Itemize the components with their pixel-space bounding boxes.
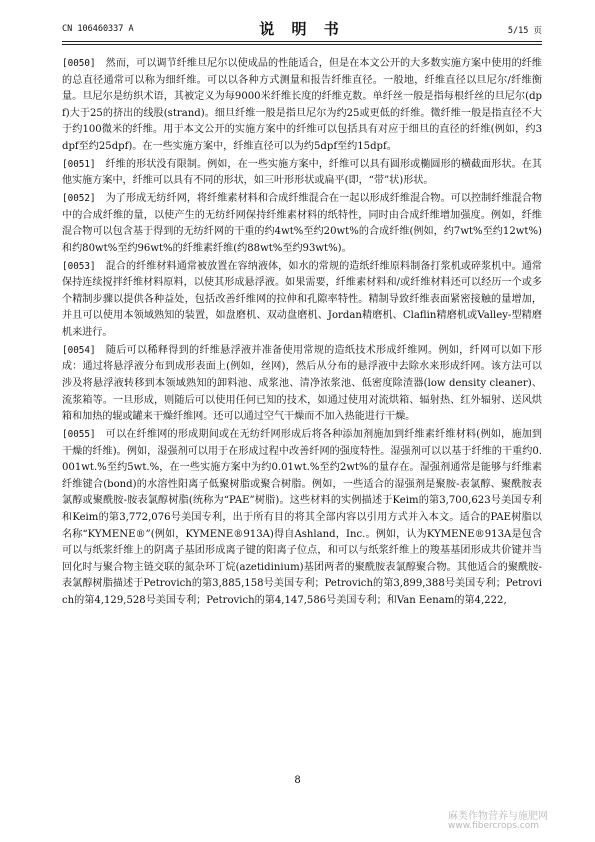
paragraph-0052 — [62, 191, 542, 257]
paragraph-0051 — [62, 157, 542, 190]
page-header — [62, 18, 542, 42]
paragraph-0055 — [62, 427, 542, 610]
paragraph-number: [0050] — [62, 58, 96, 69]
page-number: 8 — [294, 775, 301, 786]
header-rule-thin — [62, 44, 542, 45]
paragraph-number: [0053] — [62, 260, 96, 272]
paragraph-text: 纤维的形状没有限制。例如，在一些实施方案中，纤维可以具有圆形或椭圆形的横截面形状。在其他实施方案中，纤维可以具有不同的形状，如三叶形形状或扁平(即，“带”状)形状。 — [62, 158, 542, 187]
watermark-url: www.fibercrops.com — [448, 821, 539, 831]
paragraph-text: 可以在纤维网的形成期间或在无纺纤网形成后将各种添加剂施加到纤维素纤维材料(例如，施加到干燥的纤维)。例如，湿强剂可以用于在形成过程中改善纤网的强度特性。湿强剂可以以基于纤维的干重约0.001wt.%至约5wt.%，在一些实施方案中为约0.01wt.%至约2wt%的量存在。湿强剂通常是能够与纤维素纤维键合(bond)的水溶性阳离子低聚树脂或聚合树脂。例如，一些适合的湿强剂是聚胺-表氯醇、聚酰胺表氯醇或聚酰胺-胺表氯醇树脂(统称为“PAE”树脂)。这些材料的实例描述于Keim的第3,700,623号美国专利和Keim的第3,772,076号美国专利，出于所有目的将其全部内容以引用方式并入本文。适合的PAE树脂以名称“KYMENE®”(例如，KYMENE®913A)得自Ashland，Inc.。例如，认为KYMENE®913A是包含可以与纸浆纤维上的阴离子基团形成离子键的阳离子位点，和可以与纸浆纤维上的羧基基团形成共价键并当回化时与聚合物主链交联的氮杂环丁烷(azetidinium)基团两者的聚酰胺表氯醇聚合物。其他适合的聚酰胺-表氯醇树脂描述于Petrovich的第3,885,158号美国专利；Petrovich的第3,899,388号美国专利；Petrovich的第4,129,528号美国专利；Petrovich的第4,147,586号美国专利；和Van Eenam的第4,222, — [62, 429, 542, 606]
document-id: CN 106460337 A — [62, 24, 134, 34]
watermark-text: 麻类作物营养与施肥网 — [448, 811, 548, 822]
page-reference: 5/15 页 — [507, 26, 542, 36]
paragraph-0054 — [62, 343, 542, 426]
paragraph-text: 为了形成无纺纤网，将纤维素材料和合成纤维混合在一起以形成纤维混合物。可以控制纤维混合物中的合成纤维的量，以使产生的无纺纤网保持纤维素材料的纸特性，同时由合成纤维增加强度。例如，纤维混合物可以包含基于得到的无纺纤网的干重的约4wt%至约20wt%的合成纤维(例如，约7wt%至约12wt%)和约80wt%至约96wt%的纤维素纤维(约88wt%至约93wt%)。 — [62, 193, 542, 254]
paragraph-number: [0055] — [62, 429, 96, 440]
paragraph-text: 随后可以稀释得到的纤维悬浮液并准备使用常规的造纸技术形成纤维网。例如，纤网可以如下形成：通过将悬浮液分布到成形表面上(例如，丝网)，然后从分布的悬浮液中去除水来形成纤网。该方法可以涉及将悬浮液转移到本领域熟知的卸料池、成浆池、清净浓浆池、低密度除渣器(low density cleaner)、流浆箱等。一旦形成，则随后可以使用任何已知的技术，如通过使用对流烘箱、辐射热、红外辐射、送风烘箱和加热的辊或罐来干燥纤维网。还可以通过空气干燥而不加入热能进行干燥。 — [62, 344, 542, 423]
paragraph-number: [0051] — [62, 158, 96, 170]
paragraph-0053 — [62, 259, 542, 342]
header-rule — [62, 41, 542, 42]
paragraph-0050 — [62, 56, 542, 156]
document-title: 说 明 书 — [259, 20, 345, 38]
paragraph-number: [0054] — [62, 344, 96, 356]
document-body — [62, 56, 542, 611]
paragraph-text: 混合的纤维材料通常被放置在容纳液体，如水的常规的造纸纤维原料制备打浆机或碎浆机中。通常保持连续搅拌纤维材料原料，以使其形成悬浮液。如果需要，纤维素材料和/或纤维材料还可以经历一个或多个精制步骤以提供各种益处，包括改善纤维网的拉伸和孔隙率特性。精制导致纤维表面紧密接触的量增加，并且可以使用本领域熟知的装置，如盘磨机、双动盘磨机、Jordan精磨机、Claflin精磨机或Valley-型精磨机来进行。 — [62, 260, 542, 339]
paragraph-text: 然而，可以调节纤维旦尼尔以使成品的性能适合，但是在本文公开的大多数实施方案中使用的纤维的总直径通常可以称为细纤维。可以以各种方式测量和报告纤维直径。一般地，纤维直径以旦尼尔/纤维衡量。旦尼尔是纺织术语，其被定义为每9000米纤维长度的纤维克数。单纤丝一般是指每根纤丝的旦尼尔(dpf)大于25的挤出的线股(strand)。细旦纤维一般是指旦尼尔为约25或更低的纤维。微纤维一般是指直径不大于约100微米的纤维。用于本文公开的实施方案中的纤维可以包括具有对应于细旦的直径的纤维(例如，约3dpf至约25dpf)。在一些实施方案中，纤维直径可以为约5dpf至约15dpf。 — [62, 58, 542, 152]
paragraph-number: [0052] — [62, 193, 96, 205]
